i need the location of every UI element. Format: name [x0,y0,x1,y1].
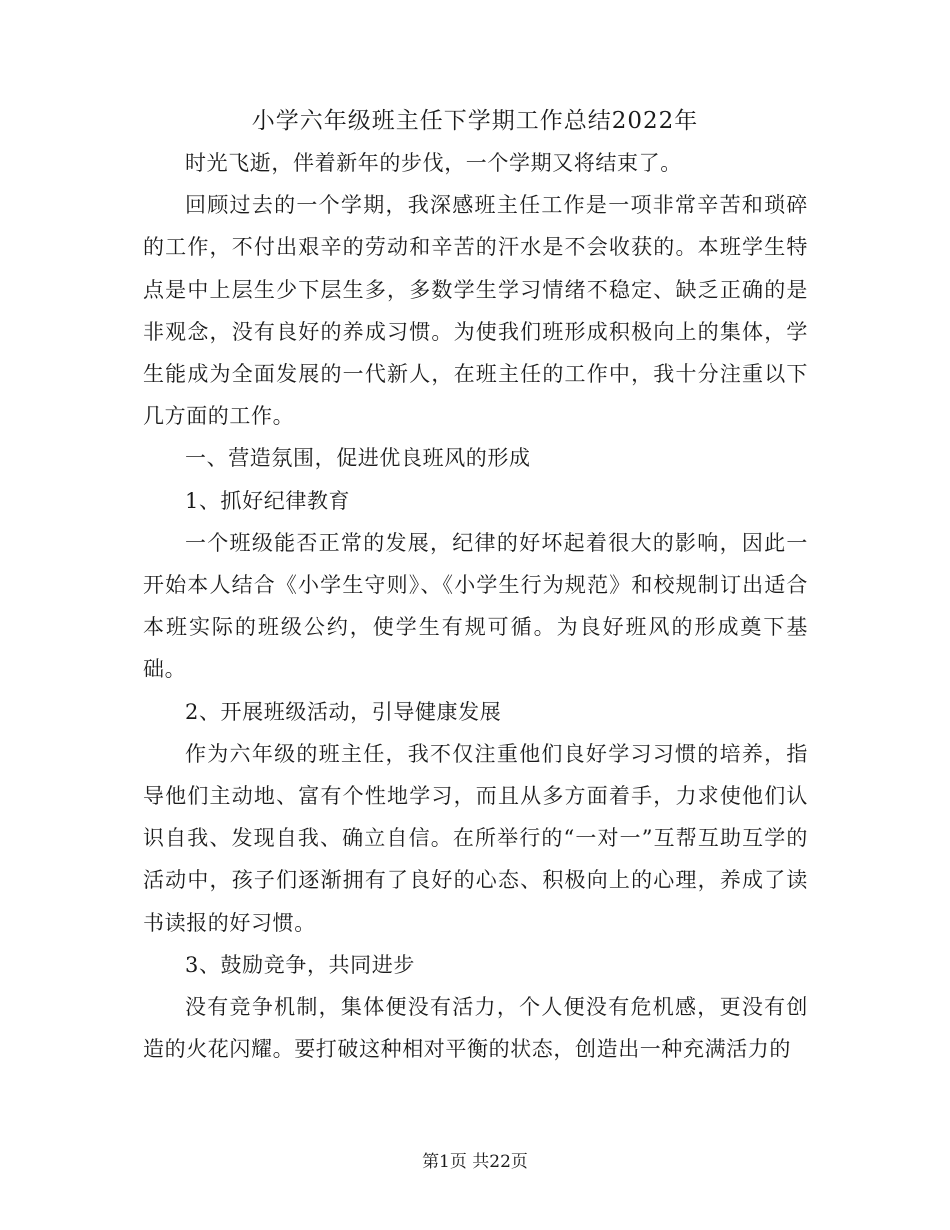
subheading-competition: 3、鼓励竞争，共同进步 [185,952,415,977]
paragraph-intro: 时光飞逝，伴着新年的步伐，一个学期又将结束了。 [185,151,682,175]
page-number-footer: 第1页 共22页 [422,1152,528,1172]
paragraph-activities: 作为六年级的班主任，我不仅注重他们良好学习习惯的培养，指导他们主动地、富有个性地学习，而且从多方面着手，力求使他们认识自我、发现自我、确立自信。在所举行的“一对一”互帮互助互学的活动中，孩子们逐渐拥有了良好的心态、积极向上的心理，养成了读书读报的好习惯。 [143,741,808,935]
subheading-activities: 2、开展班级活动，引导健康发展 [185,699,502,724]
paragraph-competition: 没有竞争机制，集体便没有活力，个人便没有危机感，更没有创造的火花闪耀。要打破这种相对平衡的状态，创造出一种充满活力的 [143,995,808,1062]
subheading-discipline: 1、抓好纪律教育 [185,488,351,513]
section-heading-1: 一、营造氛围，促进优良班风的形成 [185,446,531,471]
document-body [143,142,808,1070]
paragraph-discipline: 一个班级能否正常的发展，纪律的好坏起着很大的影响，因此一开始本人结合《小学生守则》、《小学生行为规范》和校规制订出适合本班实际的班级公约，使学生有规可循。为良好班风的形成奠下基础。 [143,530,808,682]
document-title: 小学六年级班主任下学期工作总结2022年 [251,108,699,134]
paragraph-review: 回顾过去的一个学期，我深感班主任工作是一项非常辛苦和琐碎的工作，不付出艰辛的劳动和辛苦的汗水是不会收获的。本班学生特点是中上层生少下层生多，多数学生学习情绪不稳定、缺乏正确的是非观念，没有良好的养成习惯。为使我们班形成积极向上的集体，学生能成为全面发展的一代新人，在班主任的工作中，我十分注重以下几方面的工作。 [143,193,808,429]
